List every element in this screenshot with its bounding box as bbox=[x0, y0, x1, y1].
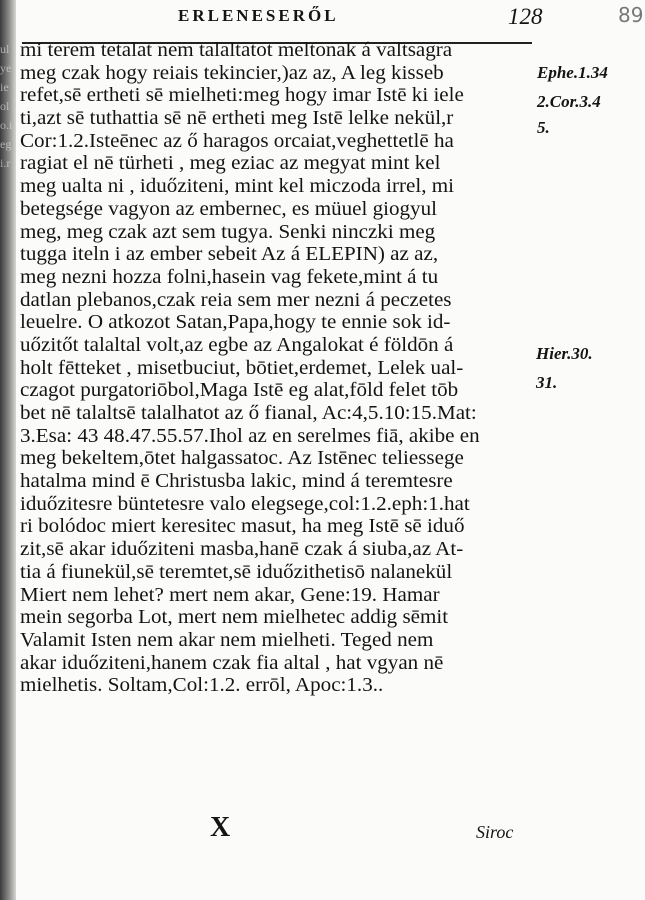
text-line: holt fētteket , misetbuciut, bōtiet,erdemet, Lelek ual- bbox=[20, 357, 464, 379]
text-line: ragiat el nē türheti , meg eziac az megyat mint kel bbox=[20, 153, 441, 175]
text-line: meg nezni hozza folni,hasein vag fekete,mint á tu bbox=[20, 266, 439, 288]
text-line: uőzitőt talaltal volt,az egbe az Angalokat é földōn á bbox=[20, 334, 454, 356]
gutter-bleedthrough-text: ulyeieolo.iegi.r bbox=[0, 42, 13, 170]
text-line: mielhetis. Soltam,Col:1.2. errōl, Apoc:1.3.. bbox=[20, 675, 384, 697]
text-line: ti,azt sē tuthattia sē nē ertheti meg Istē lelke nekül,r bbox=[20, 108, 454, 130]
text-line: Cor:1.2.Isteēnec az ő haragos orcaiat,veghettetlē ha bbox=[20, 130, 454, 152]
text-line: mi terem tetalat nem talaltatot meltonak á valtsagra bbox=[20, 40, 453, 61]
running-head: ERLENESERŐL bbox=[178, 6, 339, 25]
text-line: Valamit Isten nem akar nem mielheti. Teged nem bbox=[20, 629, 434, 651]
margin-note: 2.Cor.3.4 bbox=[537, 92, 601, 111]
text-line: hatalma mind ē Christusba lakic, mind á teremtesre bbox=[20, 471, 453, 493]
text-line: zit,sē akar iduőziteni masba,hanē czak á siuba,az At- bbox=[20, 539, 464, 561]
text-line: Miert nem lehet? mert nem akar, Gene:19. Hamar bbox=[20, 584, 440, 606]
page-number: 128 bbox=[508, 4, 543, 29]
text-line: meg czak hogy reiais tekincier,)az az, A leg kisseb bbox=[20, 62, 444, 84]
text-line: leuelre. O atkozot Satan,Papa,hogy te ennie sok id- bbox=[20, 312, 451, 334]
text-line: datlan plebanos,czak reia sem mer nezni á peczetes bbox=[20, 289, 452, 311]
margin-note: 5. bbox=[537, 118, 550, 137]
text-line: akar iduőziteni,hanem czak fia altal , hat vgyan nē bbox=[20, 652, 444, 674]
signature-mark: X bbox=[210, 812, 231, 843]
text-line: mein segorba Lot, mert nem mielhetec addig sēmit bbox=[20, 607, 449, 629]
text-line: bet nē talaltsē talalhatot az ő fianal, Ac:4,5.10:15.Mat: bbox=[20, 403, 477, 424]
text-line: tugga iteln i az ember sebeit Az á ELEPIN) az az, bbox=[20, 244, 439, 266]
text-line: czagot purgatoriōbol,Maga Istē eg alat,fōld felet tōb bbox=[20, 380, 459, 402]
text-line: refet,sē ertheti sē mielheti:meg hogy imar Istē ki iele bbox=[20, 85, 464, 107]
text-line: iduőzitesre büntetesre valo elegsege,col:1.2.eph:1.hat bbox=[20, 493, 470, 515]
margin-note: Ephe.1.34 bbox=[537, 63, 608, 82]
margin-note: 31. bbox=[536, 373, 558, 392]
margin-note: Hier.30. bbox=[536, 344, 593, 363]
text-line: betegsége vagyon az embernec, es müuel giogyul bbox=[20, 198, 437, 220]
text-line: meg ualta ni , iduőziteni, mint kel miczoda irrel, mi bbox=[20, 176, 454, 198]
body-text-block bbox=[20, 40, 540, 698]
book-gutter bbox=[0, 0, 16, 900]
text-line: meg, meg czak azt sem tugya. Senki ninczki meg bbox=[20, 221, 436, 243]
text-line: tia á fiunekül,sē teremtet,sē iduőzithetisō nalanekül bbox=[20, 561, 453, 583]
pencil-folio-number: 89 bbox=[618, 3, 644, 27]
catchword: Siroc bbox=[476, 822, 514, 842]
text-line: ri bolódoc miert keresitec masut, ha meg Istē sē iduő bbox=[20, 516, 465, 538]
text-line: 3.Esa: 43 48.47.55.57.Ihol az en serelmes fiā, akibe en bbox=[20, 425, 480, 447]
text-line: meg bekeltem,ōtet halgassatoc. Az Istēnec teliessege bbox=[20, 448, 464, 470]
